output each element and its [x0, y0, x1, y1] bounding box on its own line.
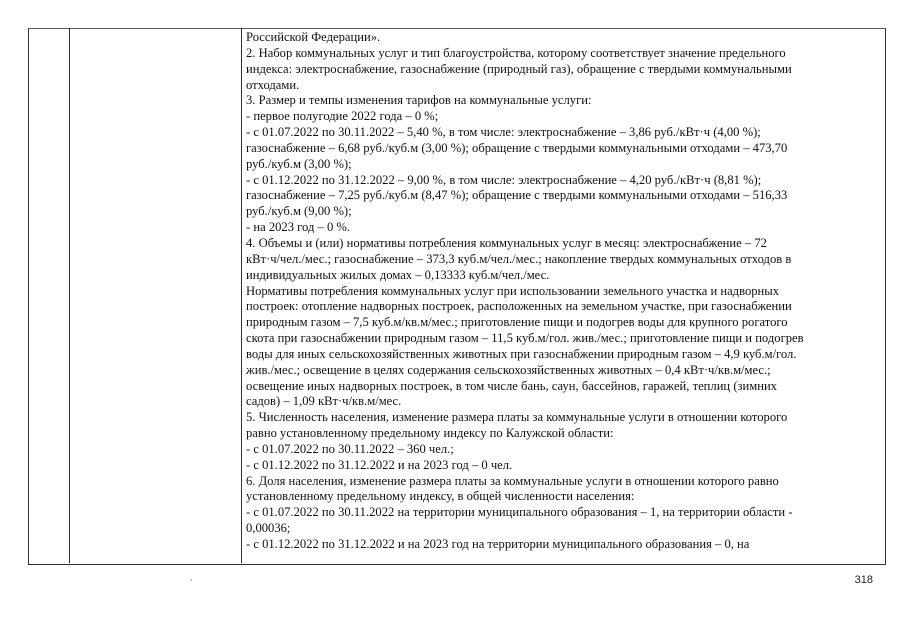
text-line: Нормативы потребления коммунальных услуг при использовании земельного участка и надворных	[246, 283, 780, 298]
text-line: - с 01.12.2022 по 31.12.2022 и на 2023 год – 0 чел.	[246, 457, 513, 472]
text-line: - с 01.07.2022 по 30.11.2022 – 360 чел.;	[246, 441, 454, 456]
text-line: - с 01.12.2022 по 31.12.2022 – 9,00 %, в том числе: электроснабжение – 4,20 руб./кВт·ч (8,81 %);	[246, 172, 762, 187]
text-line: газоснабжение – 6,68 руб./куб.м (3,00 %); обращение с твердыми коммунальными отходами – 473,70	[246, 140, 788, 155]
table-cell-content	[246, 30, 878, 562]
text-line: освещение иных надворных построек, в том числе бань, саун, бассейнов, гаражей, теплиц (зимних	[246, 378, 777, 393]
text-line: жив./мес.; освещение в целях содержания сельскохозяйственных животных – 0,4 кВт·ч/кв.м/мес.;	[246, 362, 771, 377]
page-number: 318	[854, 574, 873, 586]
text-line: воды для иных сельскохозяйственных животных при газоснабжении природным газом – 4,9 куб.м/гол.	[246, 346, 797, 361]
text-line: садов) – 1,09 кВт·ч/кв.м/мес.	[246, 394, 402, 409]
text-line: скота при газоснабжении природным газом – 11,5 куб.м/гол. жив./мес.; приготовление пищи и подогрев	[246, 331, 804, 346]
text-line: 5. Численность населения, изменение размера платы за коммунальные услуги в отношении которого	[246, 410, 788, 425]
text-line: руб./куб.м (3,00 %);	[246, 156, 352, 171]
text-line: - с 01.12.2022 по 31.12.2022 и на 2023 год на территории муниципального образования – 0, на	[246, 537, 750, 551]
text-line: - первое полугодие 2022 года – 0 %;	[246, 109, 439, 124]
text-line: отходами.	[246, 77, 300, 92]
text-line: индивидуальных жилых домах – 0,13333 куб.м/чел./мес.	[246, 267, 550, 282]
text-line: равно установленному предельному индексу по Калужской области:	[246, 426, 614, 441]
text-line: кВт·ч/чел./мес.; газоснабжение – 373,3 куб.м/чел./мес.; накопление твердых коммунальных отходов в	[246, 251, 792, 266]
text-line: - с 01.07.2022 по 30.11.2022 на территории муниципального образования – 1, на территории области -	[246, 505, 793, 520]
text-line: - на 2023 год – 0 %.	[246, 220, 351, 235]
text-line: установленному предельному индексу, в общей численности населения:	[246, 489, 635, 504]
text-line: Российской Федерации».	[246, 30, 381, 44]
scan-speck	[190, 579, 192, 581]
text-line: индекса: электроснабжение, газоснабжение (природный газ), обращение с твердыми коммунальными	[246, 61, 792, 76]
text-line: построек: отопление надворных построек, расположенных на земельном участке, при газоснабжении	[246, 299, 792, 314]
text-line: газоснабжение – 7,25 руб./куб.м (8,47 %); обращение с твердыми коммунальными отходами – 516,33	[246, 188, 788, 203]
text-line: 0,00036;	[246, 521, 291, 536]
text-line: 6. Доля населения, изменение размера платы за коммунальные услуги в отношении которого равно	[246, 473, 779, 488]
table-column-number	[28, 28, 70, 563]
text-line: 2. Набор коммунальных услуг и тип благоустройства, которому соответствует значение предельного	[246, 45, 786, 60]
table-column-name	[69, 28, 242, 563]
text-line: 4. Объемы и (или) нормативы потребления коммунальных услуг в месяц: электроснабжение – 72	[246, 235, 767, 250]
text-line: природным газом – 7,5 куб.м/кв.м/мес.; приготовление пищи и подогрев воды для крупного рогатого	[246, 315, 788, 330]
text-line: руб./куб.м (9,00 %);	[246, 204, 352, 219]
text-line: - с 01.07.2022 по 30.11.2022 – 5,40 %, в том числе: электроснабжение – 3,86 руб./кВт·ч (4,00 %);	[246, 125, 761, 140]
text-line: 3. Размер и темпы изменения тарифов на коммунальные услуги:	[246, 93, 592, 108]
